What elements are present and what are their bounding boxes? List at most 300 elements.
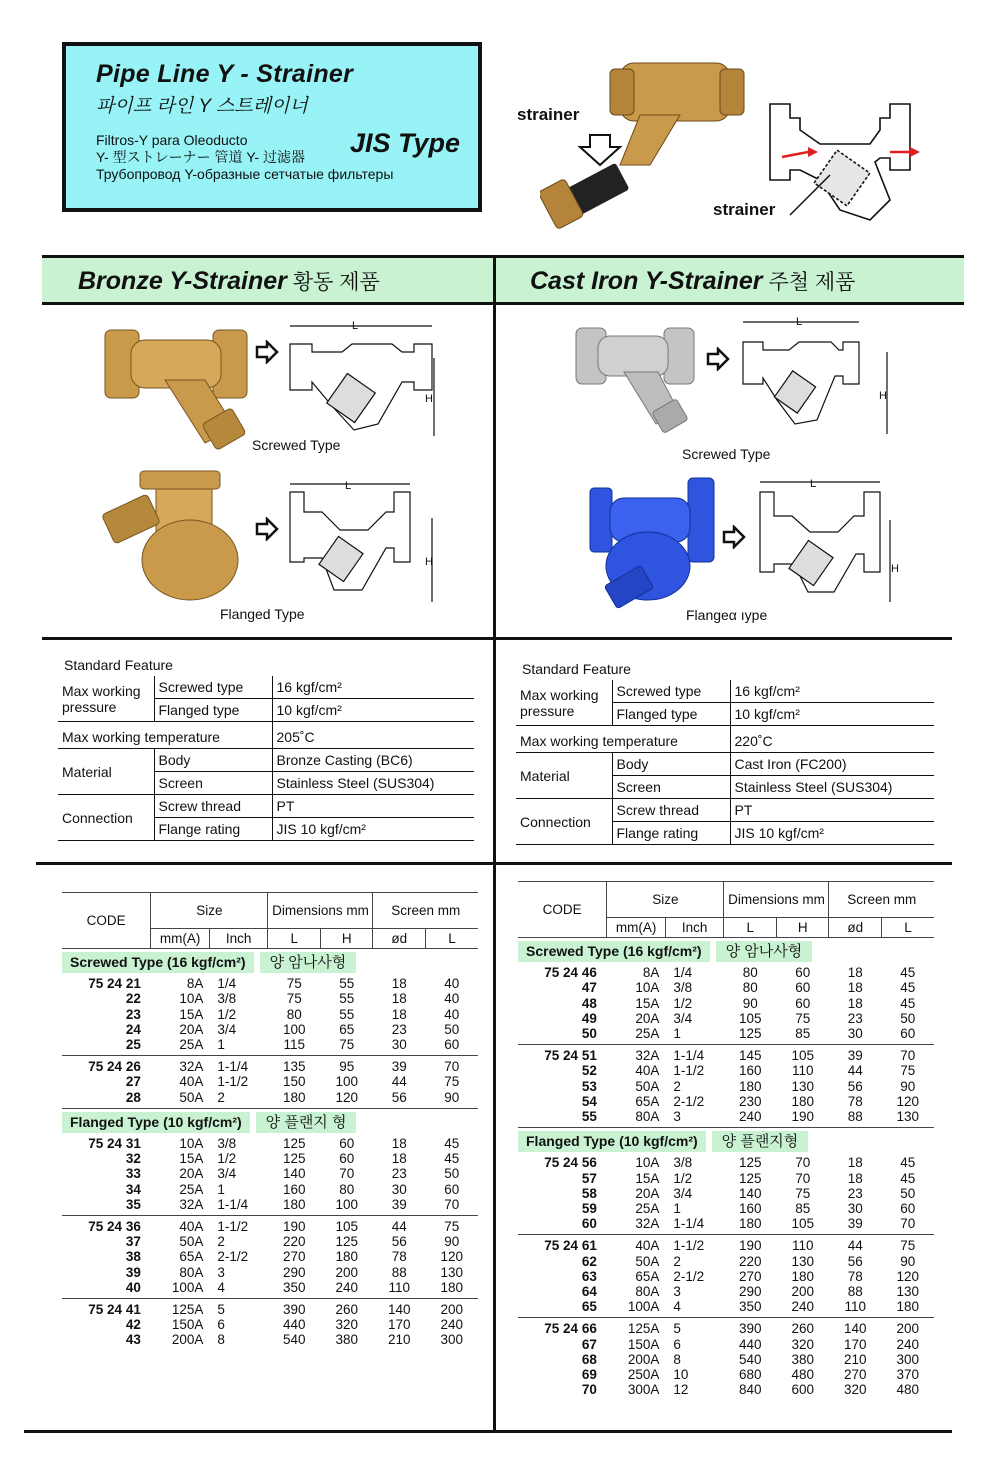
spec-material-label: Material xyxy=(516,753,612,799)
center-divider xyxy=(493,256,496,1431)
castiron-title-text: Cast Iron Y-Strainer xyxy=(530,267,763,295)
table-row xyxy=(518,1011,934,1026)
dim-h-cell: 75 xyxy=(795,1185,811,1201)
table-row xyxy=(518,1045,934,1064)
size-inch-cell: 3 xyxy=(673,1284,681,1300)
castiron-table-body xyxy=(518,938,934,1401)
size-inch-cell: 12 xyxy=(673,1382,689,1398)
code-cell: 75 24 41 xyxy=(62,1299,151,1318)
hero-strainer-label-2: strainer xyxy=(713,200,776,219)
table-row xyxy=(518,1079,934,1094)
screen-od-cell: 18 xyxy=(847,1170,863,1186)
dim-h-cell: 60 xyxy=(795,965,811,981)
screen-l-cell: 90 xyxy=(900,1253,916,1269)
bronze-flanged-drawing xyxy=(282,478,442,608)
size-mm-cell: 15A xyxy=(635,995,660,1011)
dim-h-cell: 190 xyxy=(791,1109,814,1125)
dim-h-cell: 130 xyxy=(791,1253,814,1269)
size-mm-cell: 100A xyxy=(171,1279,204,1295)
size-mm-cell: 50A xyxy=(179,1234,204,1250)
page-title: Pipe Line Y - Strainer xyxy=(96,60,354,88)
size-mm-cell: 8A xyxy=(642,965,660,981)
dim-h-cell: 125 xyxy=(335,1234,358,1250)
type-band-label: Screwed Type (16 kgf/cm²) xyxy=(518,941,710,962)
size-inch-cell: 2 xyxy=(673,1078,681,1094)
size-mm-cell: 32A xyxy=(607,1045,666,1064)
subtitle-spanish: Filtros-Y para Oleoducto xyxy=(96,132,248,148)
castiron-spec-table xyxy=(516,680,934,845)
code-cell: 75 24 46 xyxy=(544,965,597,981)
code-cell: 65 xyxy=(581,1299,597,1315)
screen-l-cell: 70 xyxy=(444,1196,460,1212)
size-inch-cell: 3/8 xyxy=(217,1136,237,1152)
screen-l-cell: 70 xyxy=(425,1056,478,1075)
rule-below-images xyxy=(42,637,952,640)
size-mm-cell: 10A xyxy=(179,1136,204,1152)
castiron-flanged-photo xyxy=(580,470,725,610)
table-row xyxy=(518,980,934,995)
screen-od-cell: 44 xyxy=(373,1216,426,1235)
screen-l-cell: 45 xyxy=(900,1170,916,1186)
size-inch-cell: 1/4 xyxy=(217,976,237,992)
size-inch-cell: 1/4 xyxy=(673,965,693,981)
dim-l-cell: 160 xyxy=(738,1063,762,1079)
dim-l-cell: 350 xyxy=(282,1279,306,1295)
dim-l-cell: 440 xyxy=(738,1336,762,1352)
code-cell: 75 24 66 xyxy=(518,1318,607,1337)
dim-l-cell: 540 xyxy=(738,1351,762,1367)
code-cell: 75 24 36 xyxy=(62,1216,151,1235)
spec-body-label: Body xyxy=(612,753,730,776)
size-mm-cell: 20A xyxy=(635,1185,660,1201)
dim-h-cell: 70 xyxy=(795,1170,811,1186)
screen-l-cell: 60 xyxy=(900,1026,916,1042)
table-row xyxy=(518,1201,934,1216)
table-row xyxy=(518,1367,934,1382)
spec-temp-label: Max working temperature xyxy=(516,726,730,753)
screen-l-cell: 370 xyxy=(896,1367,919,1383)
castiron-code-table xyxy=(518,881,934,1400)
dim-l-cell: 190 xyxy=(724,1235,777,1254)
screen-od-cell: 78 xyxy=(847,1093,863,1109)
size-inch-cell: 3/4 xyxy=(673,1010,693,1026)
spec-flange-rating-label: Flange rating xyxy=(612,822,730,845)
size-mm-cell: 32A xyxy=(151,1056,210,1075)
spec-connection-label: Connection xyxy=(58,795,154,841)
spec-screwed-value: 16 kgf/cm² xyxy=(272,676,474,699)
screen-l-cell: 75 xyxy=(900,1063,916,1079)
dim-l-cell: 680 xyxy=(738,1367,762,1383)
dim-H-castiron-flanged: H xyxy=(891,563,899,575)
dim-h-cell: 105 xyxy=(320,1216,373,1235)
castiron-spec-heading: Standard Feature xyxy=(522,661,631,677)
code-cell: 52 xyxy=(581,1063,597,1079)
band-bottom-rule xyxy=(42,302,964,305)
size-mm-cell: 125A xyxy=(151,1299,210,1318)
screen-od-cell: 18 xyxy=(391,1136,407,1152)
dim-l-cell: 160 xyxy=(282,1181,306,1197)
dim-l-cell: 290 xyxy=(738,1284,762,1300)
flanged-type-band xyxy=(62,1108,478,1136)
screwed-type-band xyxy=(518,938,934,966)
dim-h-cell: 380 xyxy=(791,1351,814,1367)
dim-l-cell: 135 xyxy=(268,1056,321,1075)
dim-l-cell: 125 xyxy=(282,1151,306,1167)
code-cell: 64 xyxy=(581,1284,597,1300)
screen-od-cell: 23 xyxy=(391,1021,407,1037)
spec-screwed-type: Screwed type xyxy=(612,680,730,703)
table-row xyxy=(62,1056,478,1075)
dim-h-cell: 320 xyxy=(335,1317,358,1333)
dim-l-cell: 220 xyxy=(282,1234,306,1250)
spec-screw-thread-value: PT xyxy=(730,799,934,822)
screen-l-cell: 50 xyxy=(900,1185,916,1201)
table-row xyxy=(518,1299,934,1318)
dim-l-cell: 75 xyxy=(286,976,302,992)
arrow-icon xyxy=(255,340,279,364)
screen-od-cell: 18 xyxy=(847,995,863,1011)
size-inch-cell: 1-1/4 xyxy=(217,1196,249,1212)
size-mm-cell: 80A xyxy=(635,1284,660,1300)
dim-h-cell: 75 xyxy=(339,1037,355,1053)
code-cell: 47 xyxy=(581,980,597,996)
dim-h-cell: 95 xyxy=(320,1056,373,1075)
screen-od-cell: 110 xyxy=(388,1279,410,1295)
size-mm-cell: 25A xyxy=(179,1037,204,1053)
col-size: Size xyxy=(151,893,268,929)
col-dimensions: Dimensions mm xyxy=(724,882,829,918)
dim-h-cell: 105 xyxy=(776,1045,829,1064)
screen-l-cell: 130 xyxy=(440,1264,463,1280)
dim-h-cell: 65 xyxy=(339,1021,355,1037)
size-mm-cell: 200A xyxy=(171,1332,204,1348)
screen-od-cell: 18 xyxy=(391,991,407,1007)
table-row xyxy=(518,1284,934,1299)
size-inch-cell: 1-1/2 xyxy=(665,1235,724,1254)
table-row xyxy=(62,1265,478,1280)
sub-mm: mm(A) xyxy=(151,929,210,949)
bronze-screwed-photo xyxy=(95,318,255,453)
screen-l-cell: 50 xyxy=(444,1166,460,1182)
col-dimensions: Dimensions mm xyxy=(268,893,373,929)
size-mm-cell: 32A xyxy=(179,1196,204,1212)
spec-screw-thread-value: PT xyxy=(272,795,474,818)
bottom-rule xyxy=(24,1430,952,1433)
spec-body-label: Body xyxy=(154,749,272,772)
code-cell: 25 xyxy=(125,1037,141,1053)
size-mm-cell: 25A xyxy=(179,1181,204,1197)
page-title-korean: 파이프 라인 Y 스트레이너 xyxy=(96,96,308,117)
type-band-korean: 양 플랜지형 xyxy=(712,1131,809,1152)
size-inch-cell: 1/2 xyxy=(217,1006,237,1022)
code-cell: 49 xyxy=(581,1010,597,1026)
dim-h-cell: 85 xyxy=(795,1026,811,1042)
table-row xyxy=(62,1007,478,1022)
spec-material-label: Material xyxy=(58,749,154,795)
size-mm-cell: 250A xyxy=(627,1367,660,1383)
dim-H-bronze-screwed: H xyxy=(425,393,433,405)
size-mm-cell: 15A xyxy=(179,1006,204,1022)
bronze-screwed-drawing xyxy=(282,318,442,443)
dim-h-cell: 70 xyxy=(339,1166,355,1182)
screen-l-cell: 240 xyxy=(896,1336,919,1352)
band-top-rule xyxy=(42,255,964,258)
size-mm-cell: 10A xyxy=(635,1155,660,1171)
dim-h-cell: 60 xyxy=(339,1136,355,1152)
code-cell: 22 xyxy=(125,991,141,1007)
castiron-screwed-photo xyxy=(568,318,703,438)
screen-l-cell: 50 xyxy=(900,1010,916,1026)
sub-od: ød xyxy=(829,918,882,938)
spec-pressure-label: Max working pressure xyxy=(516,680,612,726)
table-row xyxy=(518,1318,934,1337)
screen-l-cell: 75 xyxy=(425,1216,478,1235)
size-mm-cell: 50A xyxy=(179,1089,204,1105)
table-row xyxy=(518,1382,934,1400)
subtitle-japanese: Y- 型ストレーナー 管道 Y- 过滤器 xyxy=(96,149,305,165)
bronze-table-body xyxy=(62,949,478,1351)
dim-l-cell: 75 xyxy=(286,991,302,1007)
table-row xyxy=(62,1136,478,1151)
col-screen: Screen mm xyxy=(373,893,478,929)
size-mm-cell: 20A xyxy=(179,1166,204,1182)
dim-l-cell: 125 xyxy=(738,1026,762,1042)
screen-l-cell: 240 xyxy=(440,1317,463,1333)
screen-od-cell: 56 xyxy=(391,1234,407,1250)
screen-od-cell: 39 xyxy=(847,1216,863,1232)
table-row xyxy=(518,996,934,1011)
size-mm-cell: 65A xyxy=(635,1093,660,1109)
screen-od-cell: 39 xyxy=(391,1196,407,1212)
spec-screen-label: Screen xyxy=(612,776,730,799)
dim-l-cell: 80 xyxy=(742,980,758,996)
dim-h-cell: 110 xyxy=(776,1235,829,1254)
type-band-label: Flanged Type (10 kgf/cm²) xyxy=(62,1112,250,1133)
dim-h-cell: 600 xyxy=(791,1382,814,1398)
bronze-title-text: Bronze Y-Strainer xyxy=(78,267,287,295)
screen-od-cell: 23 xyxy=(391,1166,407,1182)
dim-l-cell: 230 xyxy=(738,1093,762,1109)
table-row xyxy=(518,1235,934,1254)
spec-flanged-type: Flanged type xyxy=(154,699,272,722)
screen-od-cell: 320 xyxy=(843,1382,867,1398)
title-box xyxy=(62,42,482,212)
screen-od-cell: 44 xyxy=(391,1074,407,1090)
code-cell: 55 xyxy=(581,1109,597,1125)
screen-l-cell: 130 xyxy=(896,1109,919,1125)
table-row xyxy=(62,1166,478,1181)
dim-l-cell: 290 xyxy=(282,1264,306,1280)
code-cell: 67 xyxy=(581,1336,597,1352)
screen-od-cell: 210 xyxy=(387,1332,411,1348)
screen-od-cell: 88 xyxy=(391,1264,407,1280)
table-row xyxy=(518,1171,934,1186)
dim-h-cell: 130 xyxy=(791,1078,814,1094)
screen-od-cell: 270 xyxy=(843,1367,867,1383)
screen-l-cell: 45 xyxy=(900,965,916,981)
screen-od-cell: 44 xyxy=(829,1235,882,1254)
size-inch-cell: 1-1/2 xyxy=(217,1074,249,1090)
bronze-title-korean: 황동 제품 xyxy=(292,271,380,294)
flanged-type-band xyxy=(518,1128,934,1156)
size-inch-cell: 5 xyxy=(209,1299,268,1318)
sub-screen-L: L xyxy=(425,929,478,949)
screen-od-cell: 44 xyxy=(847,1063,863,1079)
castiron-section-title xyxy=(530,266,855,296)
size-inch-cell: 1/2 xyxy=(673,1170,693,1186)
screen-l-cell: 90 xyxy=(444,1234,460,1250)
table-row xyxy=(62,1317,478,1332)
screen-od-cell: 23 xyxy=(847,1185,863,1201)
bronze-flanged-photo xyxy=(100,465,250,605)
sub-H: H xyxy=(776,918,829,938)
table-row xyxy=(62,1280,478,1299)
size-mm-cell: 25A xyxy=(635,1026,660,1042)
screen-od-cell: 18 xyxy=(847,1155,863,1171)
table-row xyxy=(518,1063,934,1078)
dim-h-cell: 180 xyxy=(335,1249,358,1265)
size-inch-cell: 3/8 xyxy=(673,1155,693,1171)
size-inch-cell: 1/2 xyxy=(673,995,693,1011)
code-cell: 63 xyxy=(581,1268,597,1284)
screen-od-cell: 170 xyxy=(843,1336,867,1352)
table-row xyxy=(518,1216,934,1235)
dim-l-cell: 390 xyxy=(724,1318,777,1337)
screen-l-cell: 45 xyxy=(900,995,916,1011)
sub-inch: Inch xyxy=(209,929,268,949)
code-cell: 68 xyxy=(581,1351,597,1367)
size-inch-cell: 1 xyxy=(673,1201,681,1217)
dim-h-cell: 80 xyxy=(339,1181,355,1197)
size-mm-cell: 65A xyxy=(635,1268,660,1284)
size-inch-cell: 8 xyxy=(217,1332,225,1348)
dim-H-bronze-flanged: H xyxy=(425,556,433,568)
dim-h-cell: 110 xyxy=(791,1063,814,1079)
screen-l-cell: 180 xyxy=(896,1299,919,1315)
dim-h-cell: 105 xyxy=(791,1216,814,1232)
screen-l-cell: 200 xyxy=(425,1299,478,1318)
screen-od-cell: 18 xyxy=(391,1006,407,1022)
dim-l-cell: 150 xyxy=(282,1074,306,1090)
dim-l-cell: 160 xyxy=(738,1201,762,1217)
screen-l-cell: 90 xyxy=(444,1089,460,1105)
screen-l-cell: 40 xyxy=(444,976,460,992)
size-inch-cell: 3/4 xyxy=(673,1185,693,1201)
screen-od-cell: 18 xyxy=(391,1151,407,1167)
dim-l-cell: 270 xyxy=(282,1249,306,1265)
code-cell: 60 xyxy=(581,1216,597,1232)
size-inch-cell: 2-1/2 xyxy=(673,1268,705,1284)
dim-h-cell: 240 xyxy=(335,1279,358,1295)
size-mm-cell: 20A xyxy=(179,1021,204,1037)
screen-od-cell: 30 xyxy=(847,1201,863,1217)
screen-od-cell: 23 xyxy=(847,1010,863,1026)
table-row xyxy=(62,1197,478,1216)
spec-screw-thread-label: Screw thread xyxy=(154,795,272,818)
dim-h-cell: 85 xyxy=(795,1201,811,1217)
code-cell: 57 xyxy=(581,1170,597,1186)
spec-flange-rating-label: Flange rating xyxy=(154,818,272,841)
spec-flange-rating-value: JIS 10 kgf/cm² xyxy=(730,822,934,845)
size-inch-cell: 3 xyxy=(673,1109,681,1125)
type-band-korean: 양 플랜지 형 xyxy=(256,1112,357,1133)
dim-h-cell: 260 xyxy=(776,1318,829,1337)
code-cell: 75 24 26 xyxy=(62,1056,151,1075)
size-inch-cell: 4 xyxy=(673,1299,681,1315)
code-cell: 39 xyxy=(125,1264,141,1280)
subtitle-russian: Трубопровод Y-образные сетчатые фильтеры xyxy=(96,166,394,182)
size-inch-cell: 2-1/2 xyxy=(217,1249,249,1265)
table-row xyxy=(62,1022,478,1037)
spec-connection-label: Connection xyxy=(516,799,612,845)
dim-h-cell: 180 xyxy=(791,1093,814,1109)
type-band-label: Screwed Type (16 kgf/cm²) xyxy=(62,952,254,973)
size-inch-cell: 1-1/4 xyxy=(209,1056,268,1075)
size-mm-cell: 10A xyxy=(179,991,204,1007)
code-cell: 38 xyxy=(125,1249,141,1265)
screen-l-cell: 60 xyxy=(900,1201,916,1217)
table-row xyxy=(518,1109,934,1128)
spec-screwed-value: 16 kgf/cm² xyxy=(730,680,934,703)
dim-h-cell: 380 xyxy=(335,1332,358,1348)
dim-l-cell: 105 xyxy=(738,1010,762,1026)
size-inch-cell: 6 xyxy=(673,1336,681,1352)
size-inch-cell: 1 xyxy=(217,1037,225,1053)
dim-l-cell: 350 xyxy=(738,1299,762,1315)
dim-l-cell: 100 xyxy=(282,1021,306,1037)
screen-l-cell: 45 xyxy=(900,1155,916,1171)
dim-h-cell: 60 xyxy=(795,980,811,996)
size-mm-cell: 15A xyxy=(635,1170,660,1186)
dim-h-cell: 100 xyxy=(335,1196,358,1212)
dim-l-cell: 145 xyxy=(724,1045,777,1064)
screen-od-cell: 56 xyxy=(847,1253,863,1269)
dim-h-cell: 240 xyxy=(791,1299,814,1315)
col-code: CODE xyxy=(62,893,151,949)
code-cell: 75 24 21 xyxy=(88,976,141,992)
code-cell: 37 xyxy=(125,1234,141,1250)
screen-od-cell: 30 xyxy=(847,1026,863,1042)
dim-h-cell: 100 xyxy=(335,1074,358,1090)
screen-od-cell: 39 xyxy=(829,1045,882,1064)
size-inch-cell: 1-1/4 xyxy=(665,1045,724,1064)
table-row xyxy=(518,1254,934,1269)
dim-l-cell: 190 xyxy=(268,1216,321,1235)
screen-l-cell: 70 xyxy=(881,1045,934,1064)
screen-l-cell: 75 xyxy=(881,1235,934,1254)
code-cell: 42 xyxy=(125,1317,141,1333)
screen-l-cell: 90 xyxy=(900,1078,916,1094)
dim-h-cell: 180 xyxy=(791,1268,814,1284)
spec-temp-value: 205˚C xyxy=(272,722,474,749)
size-inch-cell: 1 xyxy=(217,1181,225,1197)
screen-od-cell: 39 xyxy=(373,1056,426,1075)
table-row xyxy=(62,1216,478,1235)
col-size: Size xyxy=(607,882,724,918)
table-row xyxy=(62,1151,478,1166)
table-row xyxy=(62,1249,478,1264)
size-inch-cell: 3/8 xyxy=(217,991,237,1007)
code-cell: 33 xyxy=(125,1166,141,1182)
col-code: CODE xyxy=(518,882,607,938)
spec-flanged-type: Flanged type xyxy=(612,703,730,726)
size-mm-cell: 50A xyxy=(635,1253,660,1269)
screen-l-cell: 120 xyxy=(896,1268,919,1284)
screen-od-cell: 18 xyxy=(847,965,863,981)
screen-od-cell: 210 xyxy=(843,1351,867,1367)
dim-h-cell: 120 xyxy=(335,1089,358,1105)
dim-h-cell: 55 xyxy=(339,976,355,992)
